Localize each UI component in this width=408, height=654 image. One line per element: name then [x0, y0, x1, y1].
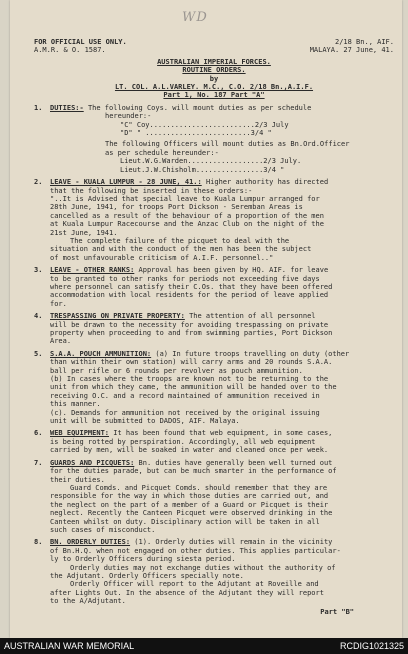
order-item-8: 8. BN. ORDERLY DUTIES: (1). Orderly duties will remain in the vicinity of Bn.H.Q. when not engaged on other duties. This applies particular- ly to Orderly Officers during siesta period. Orderly duties may not exchange duties without the authority of the Adjutant. Orderly Officers specially note. Orderly Officer will report to the Adjutant at Roveille and after Lights Out. In the absence of the Adjutant they will report to the A/Adjutant. — [34, 538, 341, 606]
order-item-7: 7. GUARDS AND PICQUETS: Bn. duties have generally been well turned out for the duties parade, but can be much smarter in the performance of their duties. Guard Comds. and Picquet Comds. should remember that they are responsible for the way in which those duties are carried out, and the neglect on the part of a member of a Guard or Picquet is their neglect. Recently the Canteen Picquet were observed drinking in the Canteen whilst on duty. Disciplinary action will be taken in all such cases of misconduct. — [34, 458, 337, 534]
item-heading: TRESPASSING ON PRIVATE PROPERTY: — [50, 312, 185, 321]
title-line-1: AUSTRALIAN IMPERIAL FORCES. — [157, 57, 271, 66]
archive-id: RCDIG1021325 — [339, 641, 404, 651]
order-item-4: 4. TRESPASSING ON PRIVATE PROPERTY: The attention of all personnel will be drawn to the necessity for avoiding trespassing on private property when proceeding to and from swimming parties, Port Dickson Area. — [34, 312, 333, 346]
part-number: Part 1, No. 187 Part "A" — [163, 91, 265, 100]
order-item-5: 5. S.A.A. POUCH AMMUNITION: (a) In future troops travelling on duty (other than within their own station) will carry arms and 20 rounds S.A.A. ball per rifle or 6 rounds per revolver as pouch ammunition. (b) In cases where the troops are known not to be returning to the unit from which they came, the ammunition will be handed over to the receiving O.C. and a record maintained of ammunition received in this manner. (c). Demands for ammunition not received by the original issuing unit will be submitted to DADOS, AIF. Malaya. — [34, 349, 350, 426]
pencil-annotation: WD — [182, 10, 208, 25]
item-heading: BN. ORDERLY DUTIES: — [50, 538, 131, 547]
date-place: MALAYA. 27 June, 41. — [309, 46, 394, 55]
item-heading: LEAVE - KUALA LUMPUR - 28 JUNE, 41.: — [50, 178, 202, 187]
item-heading: S.A.A. POUCH AMMUNITION: — [50, 349, 152, 358]
order-item-3: 3. LEAVE - OTHER RANKS: Approval has been given by HQ. AIF. for leave to be granted to other ranks for periods not exceeding five days where personnel can satisfy their C.Os. that they have been offered accommodation with local residents for the period of leave applied for. — [34, 266, 333, 308]
document-page — [10, 0, 402, 638]
title-line-3: by — [209, 74, 219, 83]
order-item-6: 6. WEB EQUIPMENT: It has been found that web equipment, in some cases, is being rotted by perspiration. Accordingly, all web equipment carried by men, will be soaked in water and cleaned once per week. — [34, 429, 333, 455]
reference: A.M.R. & O. 1587. — [34, 46, 106, 55]
order-item-2: 2. LEAVE - KUALA LUMPUR - 28 JUNE, 41.: Higher authority has directed that the following be inserted in these orders:- "..It is Advised that special leave to Kuala Lumpur arranged for 28th June, 1941, for troops Port Dickson - Seremban Areas is cancelled as a result of the behaviour of a proportion of the men at Kuala Lumpur Racecourse and the Anzac Club on the night of the 21st June, 1941. The complete failure of the picquet to deal with the situation and with the conduct of the men has been the subject of most unfavourable criticism of A.I.F. personnel.." — [34, 178, 329, 262]
item-heading: LEAVE - OTHER RANKS: — [50, 266, 135, 275]
archive-footer — [0, 638, 408, 654]
routine-orders — [34, 38, 394, 616]
unit: 2/18 Bn., AIF. — [334, 38, 394, 46]
archive-name: AUSTRALIAN WAR MEMORIAL — [4, 641, 135, 651]
order-item-1: 1. DUTIES:- The following Coys. will mount duties as per schedule hereunder:- "C" Coy.........................2/3 July "D" " .........................3/4 " The following Officers will mount duties as Bn.Ord.Officer as per schedule hereunder:- Lieut.W.G.Warden..................2/3 July. Lieut.J.W.Chisholm................3/4 " — [34, 103, 350, 174]
item-heading: DUTIES:- — [50, 103, 84, 112]
part-b-heading: Part "B" — [320, 607, 354, 616]
title-line-2: ROUTINE ORDERS. — [182, 66, 246, 75]
commander-line: LT. COL. A.L.VARLEY. M.C., C.O. 2/18 Bn.,A.I.F. — [114, 83, 314, 92]
item-heading: WEB EQUIPMENT: — [50, 429, 110, 438]
classification: FOR OFFICIAL USE ONLY. — [34, 38, 127, 46]
item-heading: GUARDS AND PICQUETS: — [50, 458, 135, 467]
